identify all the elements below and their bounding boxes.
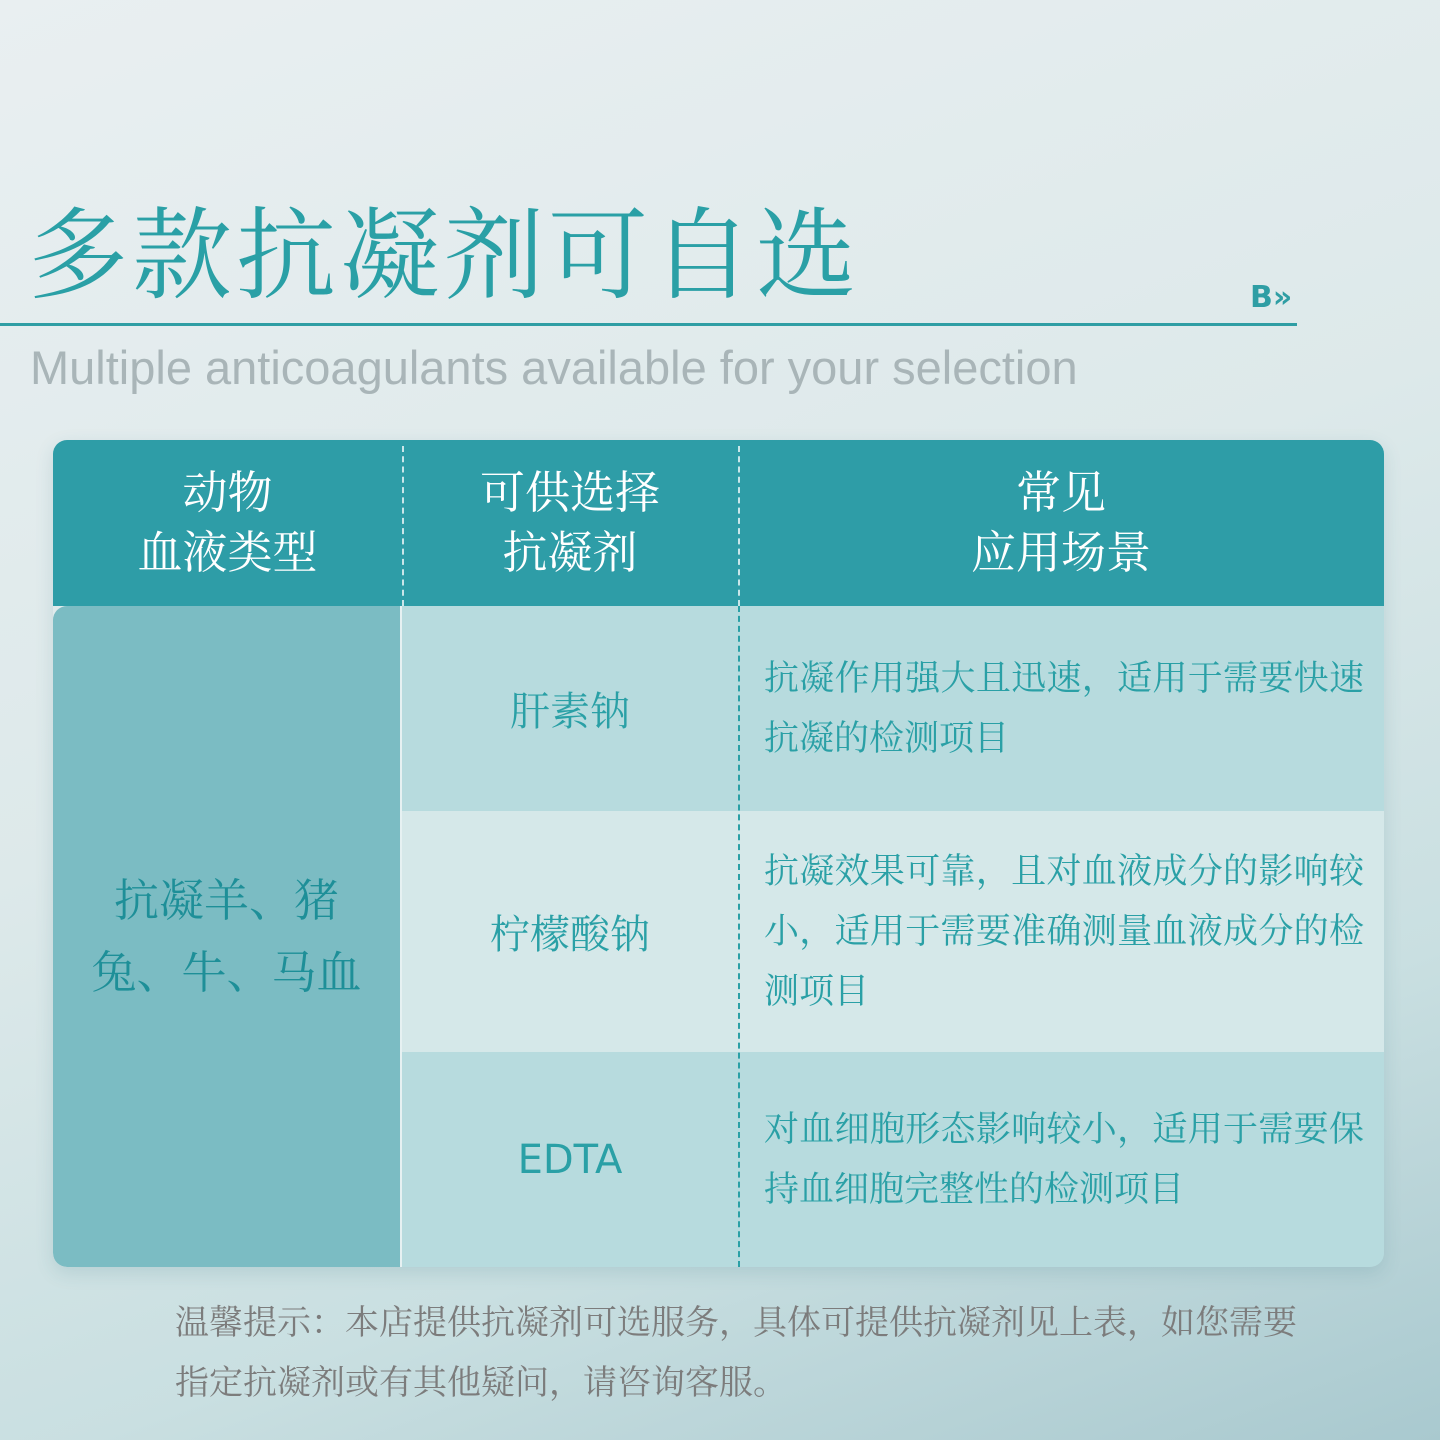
- header-application: 常见 应用场景: [970, 466, 1151, 579]
- column-divider: [400, 606, 402, 1267]
- anticoagulant-cell: 柠檬酸钠: [490, 912, 650, 958]
- page-title: 多款抗凝剂可自选: [28, 197, 860, 314]
- scenario-cell: [764, 606, 1364, 811]
- scenario-text: 抗凝效果可靠，且对血液成分的影响较小，适用于需要准确测量血液成分的检测项目: [764, 851, 1364, 1012]
- anticoagulant-table: [53, 440, 1384, 1267]
- column-divider-dashed: [738, 606, 740, 1267]
- table-row: [402, 811, 1384, 1052]
- table-row: [402, 1052, 1384, 1267]
- scenario-cell: [764, 1052, 1364, 1267]
- animal-blood-cell: 抗凝羊、猪 兔、牛、马血: [53, 606, 400, 1267]
- header-anticoagulant: 可供选择 抗凝剂: [479, 466, 660, 579]
- brand-logo: B»: [1250, 280, 1293, 315]
- anticoagulant-cell: EDTA: [517, 1136, 623, 1183]
- page-subtitle: Multiple anticoagulants available for your selection: [30, 341, 1078, 394]
- scenario-text: 对血细胞形态影响较小，适用于需要保持血细胞完整性的检测项目: [764, 1109, 1364, 1210]
- scenario-text: 抗凝作用强大且迅速，适用于需要快速抗凝的检测项目: [764, 658, 1364, 759]
- title-divider: [0, 323, 1297, 326]
- tip-note: 温馨提示：本店提供抗凝剂可选服务，具体可提供抗凝剂见上表，如您需要指定抗凝剂或有其他疑问，请咨询客服。: [175, 1303, 1297, 1403]
- scenario-cell: [764, 811, 1364, 1052]
- header-divider: [402, 446, 404, 606]
- anticoagulant-cell: 肝素钠: [510, 689, 630, 735]
- header-animal-blood-type: 动物 血液类型: [137, 466, 318, 579]
- table-row: [402, 606, 1384, 811]
- header-divider: [738, 446, 740, 606]
- table-header: [53, 440, 1384, 606]
